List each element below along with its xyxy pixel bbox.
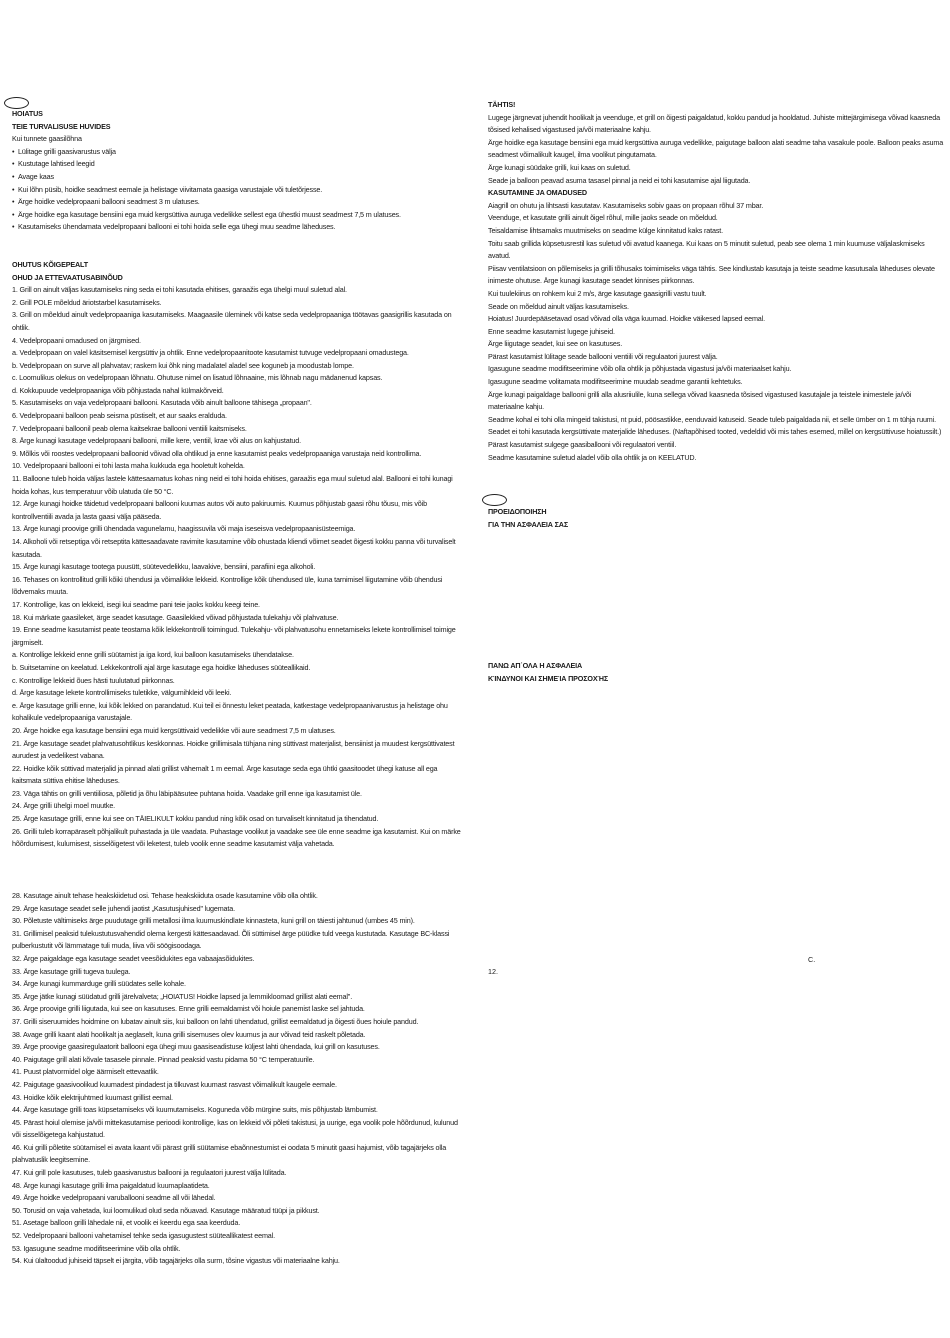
usage-item: Seadme kohal ei tohi olla mingeid takistusi, nt puid, pöösastikke, eenduvaid katuseid. Seade tuleb paigaldada nii, et selle ümber on 1 m tühja ruumi. <box>488 414 936 424</box>
hazard-item: e. Ärge kasutage grilli enne, kui kõik lekked on parandatud. Kui teil ei õnnestu leket peatada, katkestage vedelpropaanivarustus ja helistage ohu kohalikule vedelpropaaniga varustajale. <box>12 700 448 723</box>
hazard-item: 18. Kui märkate gaasileket, ärge seadet kasutage. Gaasilekked võivad põhjustada tulekahju või plahvatuse. <box>12 612 339 622</box>
bullet-item: • Ärge hoidke ega kasutage bensiini ega muid kergsüttiva auruga vedelikke sellest ega ühestki muust seadmest 7,5 m ulatuses. <box>12 209 464 222</box>
usage-item: Toitu saab grillida küpsetusrestil kas suletud või avatud kaanega. Kui kaas on 5 minutit suletud, peab see olema 1 min kuumuse väljalaskmiseks avatud. <box>488 238 925 261</box>
estonian-warning-section <box>12 108 464 851</box>
hazard-item: 52. Vedelpropaani ballooni vahetamisel tehke seda igasugustest süüteallikatest eemal. <box>12 1231 275 1241</box>
usage-item: Piisav ventilatsioon on põlemiseks ja grilli tõhusaks toimimiseks väga tähtis. See kindlustab kasutaja ja teiste seadme kasutusala läheduses olevate inimeste ohutuse. Ärge kunagi kasutage seadet kinnises piirkonnas. <box>488 263 935 286</box>
hazard-item: 21. Ärge kasutage seadet plahvatusohtlikus keskkonnas. Hoidke grillimisala tühjana ning süttivast materjalist, bensiinist ja muudest kergsüttivatest aurudest ja vedelikest vabana. <box>12 738 455 761</box>
hazard-item: 44. Ärge kasutage grilli toas küpsetamiseks või kuumutamiseks. Koguneda võib mürgine suits, mis põhjustab lämbumist. <box>12 1105 378 1115</box>
hazard-item: 15. Ärge kunagi kasutage tootega puusütt, süütevedelikku, laavakive, bensiini, parafiini ega alkoholi. <box>12 562 316 572</box>
hazard-item: d. Ärge kasutage lekete kontrollimiseks tuletikke, välgumihkleid või leeki. <box>12 688 232 698</box>
hazard-list <box>12 284 464 851</box>
bullet-item: • Kui lõhn püsib, hoidke seadmest eemale ja helistage viivitamata gaasiga varustajale või tuletõrjesse. <box>12 184 464 197</box>
bullet-item: • Kustutage lahtised leegid <box>12 158 464 171</box>
estonian-important-section <box>488 99 946 464</box>
hazard-item: b. Suitsetamine on keelatud. Lekkekontrolli ajal ärge kasutage ega hoidke läheduses süüteallikaid. <box>12 662 311 672</box>
hazard-item: 20. Ärge hoidke ega kasutage bensiini ega muid kergsüttivaid vedelikke või aure seadmest 7,5 m ulatuses. <box>12 725 336 735</box>
greek-warning-section <box>488 506 788 531</box>
hazard-item: 38. Avage grilli kaant alati hoolikalt ja aeglaselt, kuna grilli sisemuses olev kuumus ja aur võivad teid raskelt põletada. <box>12 1029 366 1039</box>
hazard-item: 47. Kui grill pole kasutuses, tuleb gaasivarustus ballooni ja regulaatori juurest välja lülitada. <box>12 1168 287 1178</box>
hazard-item: 30. Põletuste vältimiseks ärge puudutage grilli metallosi ilma kuumuskindlate kinnasteta, kuni grill on täiesti jahtunud (umbes 45 min). <box>12 916 415 926</box>
usage-item: Ärge kunagi paigaldage ballooni grilli alla alusriiulile, kuna sellega võivad kaasneda tõsised vigastused kasutajale ja teistele inimestele ja/või materiaalne kahju. <box>488 389 912 412</box>
estonian-hazard-list-continued <box>12 890 464 1268</box>
important-item: Ärge hoidke ega kasutage bensiini ega muid kergsüttiva auruga vedelikke, paigutage balloon alati seadme taha vasakule poole. Balloon peaks asuma seadmest võimalikult kaugel, ilma voolikut pingutamata. <box>488 137 944 160</box>
hazard-item: 28. Kasutage ainult tehase heakskiidetud osi. Tehase heakskiiduta osade kasutamine võib olla ohtlik. <box>12 891 318 900</box>
hazard-item: 8. Ärge kunagi kasutage vedelpropaani ballooni, mille kere, ventiil, krae või alus on kahjustatud. <box>12 436 301 446</box>
greek-safety-first-heading: ΠΑΝΩ ΑΠ΄ΟΛΑ Η ΑΣΦΑΛΕΙΑ <box>488 661 583 670</box>
greek-warning-heading: ΠΡΟΕΙΔΟΠΟΙΗΣΗ <box>488 507 547 516</box>
hazard-item: 11. Balloone tuleb hoida väljas lastele kättesaamatus kohas ning neid ei tohi hoida ehitises, garaažis ega muul suletud alal. Ballooni ei tohi kunagi hoida kohas, kus temperatuur võib ulatuda üle 50 °C. <box>12 474 453 496</box>
hazard-item: 9. Mõlkis või roostes vedelpropaani balloonid võivad olla ohtlikud ja enne kasutamist peaks vedelpropaaniga varustaja neid kontrollima. <box>12 448 422 458</box>
hazard-item: 12. Ärge kunagi hoidke täidetud vedelpropaani ballooni kuumas autos või auto pakiruumis. Kuumus põhjustab gaasi rõhu tõusu, mis võib kontrollventiili avada ja lasta gaasi välja pääseda. <box>12 499 427 521</box>
usage-list <box>488 200 946 464</box>
hazard-item: d. Kokkupuude vedelpropaaniga võib põhjustada nahal külmakõrveid. <box>12 385 224 395</box>
hazard-item: 37. Grilli siseruumides hoidmine on lubatav ainult siis, kui balloon on lahti ühendatud, grillist eemaldatud ja õigesti õues hoiule pandud. <box>12 1016 419 1026</box>
important-item: Ärge kunagi süüdake grilli, kui kaas on suletud. <box>488 162 631 172</box>
hazard-item: a. Kontrollige lekkeid enne grilli süütamist ja iga kord, kui balloon kasutamiseks ühendatakse. <box>12 650 294 660</box>
hazard-item: 53. Igasugune seadme modifitseerimine võib olla ohtlik. <box>12 1243 181 1253</box>
language-badge-oval-greek <box>482 494 507 506</box>
hazard-item: 4. Vedelpropaani omadused on järgmised. <box>12 335 141 345</box>
hazard-item: 32. Ärge paigaldage ega kasutage seadet veesõidukites ega vabaajasõidukites. <box>12 953 255 963</box>
greek-safety-heading: ΓΙΑ ΤΗΝ ΑΣΦΑΛΕΙΑ ΣΑΣ <box>488 519 568 529</box>
hazard-item: 31. Grillimisel peaksid tulekustutusvahendid olema kergesti kättesaadavad. Õli süttimisel ärge püüdke tuld veega kustutada. Kasutage BC-klassi pulberkustutit või lämmatage tuli muda, liiva või söögisoodaga. <box>12 928 450 951</box>
hazard-item: 3. Grill on mõeldud ainult vedelpropaaniga kasutamiseks. Maagaasile üleminek või katse seda vedelpropaaniga töötavas gaasigrillis kasutada on ohtlik. <box>12 310 452 332</box>
hazard-item: 35. Ärge jätke kunagi süüdatud grilli järelvalveta; „HOIATUS! Hoidke lapsed ja lemmikloomad grillist alati eemal". <box>12 991 353 1001</box>
hazard-item: 46. Kui grilli põletite süütamisel ei avata kaant või pärast grilli süütamise ebaõnnestumist ei oodata 5 minutit gaasi hajumist, võib tagajärjeks olla plahvatuslik leegitsemine. <box>12 1142 447 1165</box>
usage-item: Seadet ei tohi kasutada kergsüttivate materjalide läheduses. (Naftapõhised tooted, vedeldid või mis tahes esemed, millel on kergsüttivuse hoiatussilt.) <box>488 427 942 437</box>
safety-heading: TEIE TURVALISUSE HUVIDES <box>12 121 111 131</box>
warning-heading: HOIATUS <box>12 109 43 118</box>
hazard-item: a. Vedelpropaan on valel käsitsemisel kergsüttiv ja ohtlik. Enne vedelpropaanitoote kasutamist tutvuge vedelpropaani omadustega. <box>12 348 409 358</box>
gas-smell-bullet-list <box>12 146 464 234</box>
page-marker: C. <box>808 955 816 964</box>
usage-item: Igasugune seadme modifitseerimine võib olla ohtlik ja põhjustada vigastusi ja/või materiaalset kahju. <box>488 364 792 374</box>
hazard-item: 34. Ärge kunagi kummarduge grilli süüdates selle kohale. <box>12 979 186 989</box>
safety-first-heading: OHUTUS KÕIGEPEALT <box>12 259 88 269</box>
hazard-item: c. Loomulikus olekus on vedelpropaan lõhnatu. Ohutuse nimel on lisatud lõhnaaine, mis lõhnab nagu mädanenud kapsas. <box>12 373 383 383</box>
hazard-item: 25. Ärge kasutage grilli, enne kui see on TÄIELIKULT kokku pandud ning kõik osad on turvaliselt kinnitatud ja tihendatud. <box>12 814 379 824</box>
hazard-item: 36. Ärge proovige grilli liigutada, kui see on kasutuses. Enne grilli eemaldamist või hoiule panemist laske sel jahtuda. <box>12 1004 365 1014</box>
hazard-item: 24. Ärge grilli ühelgi moel muutke. <box>12 801 116 811</box>
bullet-item: • Ärge hoidke vedelpropaani ballooni seadmest 3 m ulatuses. <box>12 196 464 209</box>
hazard-item: 43. Hoidke kõik elektrijuhtmed kuumast grillist eemal. <box>12 1092 173 1102</box>
usage-item: Seade on mõeldud ainult väljas kasutamiseks. <box>488 301 629 311</box>
important-item: Lugege järgnevat juhendit hoolikalt ja veenduge, et grill on õigesti paigaldatud, kokku pandud ja hooldatud. Juhiste mittejärgimisega võivad kaasneda tõsised kehalised vigastused ja/või materiaalne kahju. <box>488 112 940 135</box>
hazard-item: 10. Vedelpropaani ballooni ei tohi lasta maha kukkuda ega hooletult kohelda. <box>12 461 245 471</box>
usage-item: Kui tuulekiirus on rohkem kui 2 m/s, ärge kasutage gaasigrilli vastu tuult. <box>488 288 707 298</box>
hazard-item: 16. Tehases on kontrollitud grilli kõiki ühendusi ja võimalikke lekkeid. Kontrollige kõik ühendused üle, kuna tarnimisel liigutamine võib ühendusi lõdvemaks muuta. <box>12 574 443 597</box>
hazard-item: 42. Paigutage gaasivoolikud kuumadest pindadest ja tilkuvast kuumast rasvast võimalikult kaugele eemale. <box>12 1079 337 1089</box>
hazard-item: 45. Pärast hoiul olemise ja/või mittekasutamise perioodi kontrollige, kas on lekkeid või põleti takistusi, ja uurige, ega voolik pole hõõrdunud, kulunud või sisselõigetega kahjustatud. <box>12 1117 458 1140</box>
hazard-item: 33. Ärge kasutage grilli tugeva tuulega. <box>12 966 131 976</box>
important-item: Seade ja balloon peavad asuma tasasel pinnal ja neid ei tohi kasutamise ajal liigutada. <box>488 175 751 185</box>
greek-safety-section <box>488 660 788 685</box>
hazard-item: b. Vedelpropaan on surve all plahvatav; raskem kui õhk ning madalatel aladel see koguneb ja moodustab lompe. <box>12 360 354 370</box>
hazard-item: 29. Ärge kasutage seadet selle juhendi jaotist „Kasutusjuhised" lugemata. <box>12 903 235 913</box>
usage-item: Igasugune seadme volitamata modifitseerimine muudab seadme garantii kehtetuks. <box>488 377 743 387</box>
hazard-item: 26. Grilli tuleb korrapäraselt põhjalikult puhastada ja üle vaadata. Puhastage voolikut ja vaadake see üle enne seadme iga kasutamist. Kui on märke hõõrdumisest, kulumisest, sisselõigetest või leketest, tuleb voolik enne seadme kasutamist välja vahetada. <box>12 826 461 849</box>
hazard-list-2 <box>12 890 464 1268</box>
hazard-item: 7. Vedelpropaani balloonil peab olema kaitsekrae ballooni ventiili kaitsmiseks. <box>12 423 247 433</box>
hazard-item: 49. Ärge hoidke vedelpropaani varuballooni seadme all või lähedal. <box>12 1193 216 1203</box>
bullet-item: • Lülitage grilli gaasivarustus välja <box>12 146 464 159</box>
usage-item: Aiagrill on ohutu ja lihtsasti kasutatav. Kasutamiseks sobiv gaas on propaan rõhul 37 mbar. <box>488 200 764 210</box>
hazard-item: 50. Torusid on vaja vahetada, kui loomulikud olud seda nõuavad. Kasutage määratud tüüpi ja pikkust. <box>12 1205 320 1215</box>
usage-item: Veenduge, et kasutate grilli ainult õigel rõhul, mille jaoks seade on mõeldud. <box>488 213 718 223</box>
hazard-item: 13. Ärge kunagi proovige grilli ühendada vagunelamu, haagissuvila või maja iseseisva vedelpropaanisüsteemiga. <box>12 524 356 534</box>
page-number: 12. <box>488 967 498 976</box>
usage-item: Teisaldamise lihtsamaks muutmiseks on seadme külge kinnitatud kaks ratast. <box>488 225 723 235</box>
usage-item: Seadme kasutamine suletud aladel võib olla ohtlik ja on KEELATUD. <box>488 452 697 462</box>
usage-item: Pärast kasutamist lülitage seade ballooni ventiili või regulaatori juurest välja. <box>488 351 718 361</box>
usage-item: Ärge liigutage seadet, kui see on kasutuses. <box>488 339 623 349</box>
bullet-item: • Avage kaas <box>12 171 464 184</box>
hazard-item: 17. Kontrollige, kas on lekkeid, isegi kui seadme pani teie jaoks kokku keegi teine. <box>12 599 260 609</box>
hazard-item: 40. Paigutage grill alati kõvale tasasele pinnale. Pinnad peaksid vastu pidama 50 °C temperatuurile. <box>12 1054 315 1064</box>
hazard-item: 39. Ärge proovige gaasiregulaatorit ballooni ega ühegi muu gaasiseadistuse küljest lahti ühendada, kui grill on kasutuses. <box>12 1042 380 1052</box>
usage-heading: KASUTAMINE JA OMADUSED <box>488 188 587 198</box>
hazard-item: 19. Enne seadme kasutamist peate teostama kõik lekkekontrolli toimingud. Tulekahju- või plahvatusohu ennetamiseks lekete kontrollimisel toimige järgmiselt. <box>12 625 456 647</box>
hazard-item: 14. Alkoholi või retseptiga või retseptita kättesaadavate ravimite kasutamine võib ohustada kliendi võimet seadet õigesti kokku panna või turvaliselt kasutada. <box>12 537 456 559</box>
usage-item: Hoiatus! Juurdepääsetavad osad võivad olla väga kuumad. Hoidke väikesed lapsed eemal. <box>488 314 765 324</box>
important-list <box>488 112 946 188</box>
hazard-item: 5. Kasutamiseks on vaja vedelpropaani ballooni. Kasutada võib ainult balloone tähisega „propaan". <box>12 398 312 408</box>
gas-smell-intro: Kui tunnete gaasilõhna <box>12 134 82 144</box>
hazard-item: 48. Ärge kunagi kasutage grilli ilma paigaldatud kuumaplaatideta. <box>12 1180 210 1190</box>
hazard-item: 54. Kui ülaltoodud juhiseid täpselt ei järgita, võib tagajärjeks olla surm, tõsine vigastus või materiaalne kahju. <box>12 1256 340 1266</box>
hazard-item: 22. Hoidke kõik süttivad materjalid ja pinnad alati grillist vähemalt 1 m eemal. Ärge kasutage seda ega ühtki gaasitoodet ühegi katuse all ega kaitsmata süttiva ehitise läheduses. <box>12 763 438 786</box>
greek-hazards-heading: ΚΊΝΔΥΝΟΙ ΚΑΙ ΣΗΜΕΊΑ ΠΡΟΣΟΧΉΣ <box>488 673 609 683</box>
hazard-item: 41. Puust platvormidel olge äärmiselt ettevaatlik. <box>12 1067 159 1077</box>
hazard-item: 23. Väga tähtis on grilli ventiiliosa, põletid ja õhu läbipääsutee puhtana hoida. Vaadake grill enne iga kasutamist üle. <box>12 788 362 798</box>
hazard-item: 51. Asetage balloon grilli lähedale nii, et voolik ei keerdu ega saa keerduda. <box>12 1218 241 1228</box>
usage-item: Enne seadme kasutamist lugege juhiseid. <box>488 326 615 336</box>
hazard-item: 6. Vedelpropaani balloon peab seisma püstiselt, et aur saaks eralduda. <box>12 411 227 421</box>
hazards-heading: OHUD JA ETTEVAATUSABINÕUD <box>12 272 123 282</box>
usage-item: Pärast kasutamist sulgege gaasiballooni või regulaatori ventiil. <box>488 440 677 450</box>
hazard-item: 1. Grill on ainult väljas kasutamiseks ning seda ei tohi kasutada ehitises, garaažis ega ühelgi muul suletud alal. <box>12 285 347 295</box>
important-heading: TÄHTIS! <box>488 100 516 109</box>
hazard-item: c. Kontrollige lekkeid õues hästi tuulutatud piirkonnas. <box>12 675 175 685</box>
bullet-item: • Kasutamiseks ühendamata vedelpropaani ballooni ei tohi hoida selle ega ühegi muu seadme läheduses. <box>12 221 464 234</box>
hazard-item: 2. Grill POLE mõeldud äriotstarbel kasutamiseks. <box>12 297 162 307</box>
